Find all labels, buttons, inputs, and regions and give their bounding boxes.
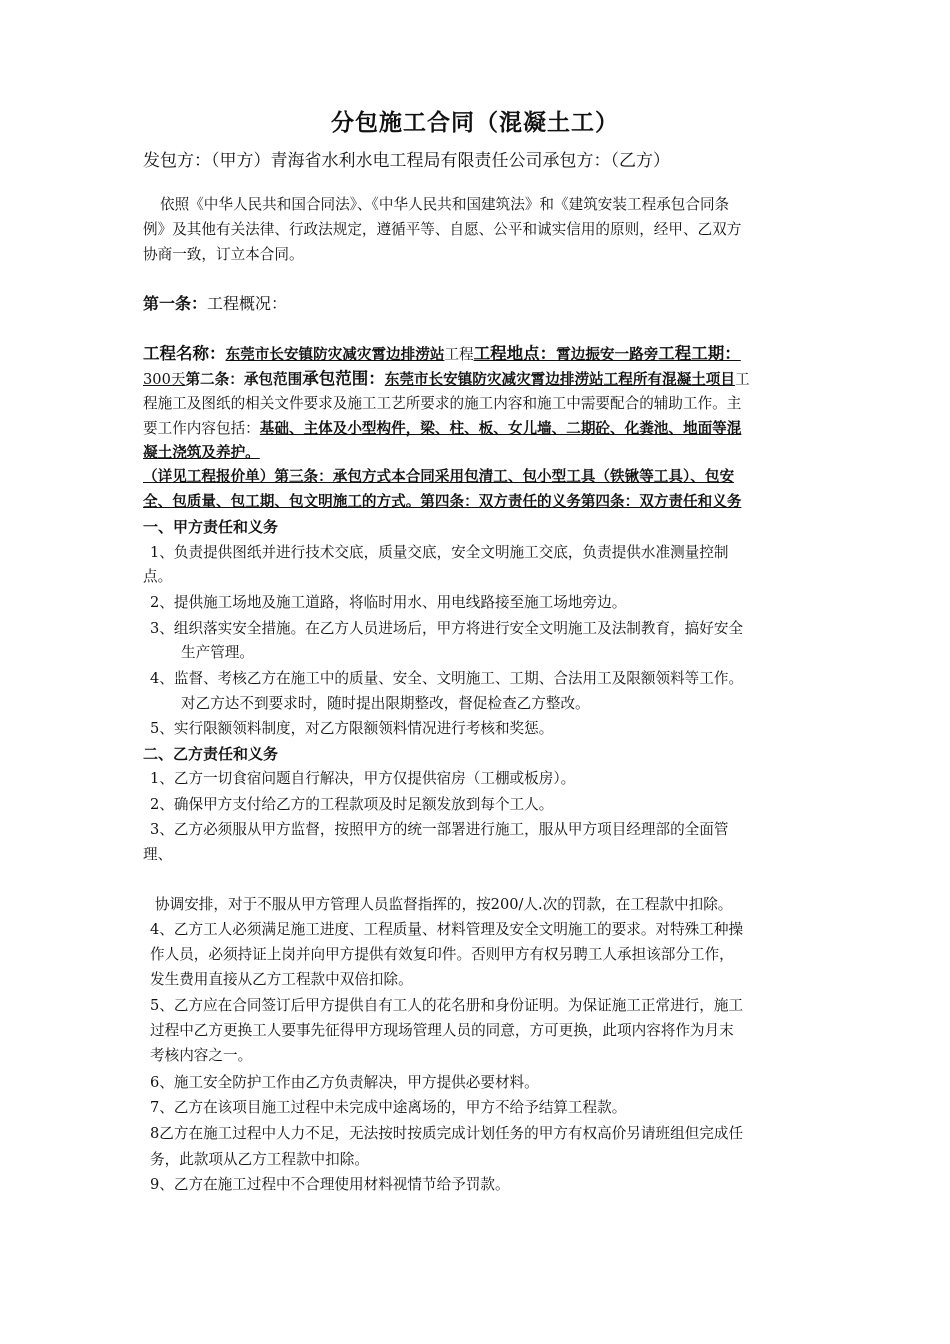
party-a-line: 5、实行限额领料制度，对乙方限额领料情况进行考核和奖惩。 [150, 720, 554, 737]
project-site-label: 工程地点： [473, 344, 557, 363]
work-content-label: 要工作内容包括： [143, 420, 260, 437]
party-a-heading: 一、甲方责任和义务 [143, 518, 279, 536]
party-b-line: 作人员，必须持证上岗并向甲方提供有效复印件。否则甲方有权另聘工人承担该部分工作， [150, 946, 734, 963]
party-b-line: 5、乙方应在合同签订后甲方提供自有工人的花名册和身份证明。为保证施工正常进行，施工 [150, 997, 744, 1014]
preamble-line: 依照《中华人民共和国合同法》、《中华人民共和国建筑法》和《建筑安装工程承包合同条 [160, 196, 730, 213]
scope-value: 东莞市长安镇防灾减灾霄边排涝站工程所有混凝土项目 [384, 371, 735, 388]
party-a-line: 对乙方达不到要求时，随时提出限期整改，督促检查乙方整改。 [181, 695, 590, 712]
article1-heading [143, 294, 287, 314]
party-b-line: 务，此款项从乙方工程款中扣除。 [150, 1151, 369, 1168]
project-period-value: 300天 [143, 371, 186, 388]
project-site-value: 霄边振安一路旁 [556, 346, 659, 363]
overview-line-4 [143, 419, 741, 439]
article1-text: 工程概况： [207, 294, 288, 313]
scope-label: 承包范围： [302, 369, 385, 388]
party-a-line: 2、提供施工场地及施工道路，将临时用水、用电线路接至施工场地旁边。 [150, 594, 627, 611]
party-b-line: 发生费用直接从乙方工程款中双倍扣除。 [150, 971, 413, 988]
page-title: 分包施工合同（混凝土工） [331, 110, 619, 136]
preamble-line: 例》及其他有关法律、行政法规定，遵循平等、自愿、公平和诚实信用的原则，经甲、乙双方 [143, 221, 742, 238]
overview-line-7: 全、包质量、包工期、包文明施工的方式。第四条：双方责任的义务第四条：双方责任和义务 [143, 493, 742, 510]
overview-line-2 [143, 369, 750, 390]
party-b-line: 7、乙方在该项目施工过程中未完成中途离场的，甲方不给予结算工程款。 [150, 1099, 627, 1116]
party-a-line: 点。 [143, 568, 173, 585]
party-b-line: 理、 [143, 846, 173, 863]
party-b-line: 过程中乙方更换工人要事先征得甲方现场管理人员的同意，方可更换，此项内容将作为月末 [150, 1022, 734, 1039]
overview-line-6: （详见工程报价单）第三条：承包方式本合同采用包清工、包小型工具（铁锹等工具）、包安 [143, 468, 735, 485]
overview-line-3: 程施工及图纸的相关文件要求及施工工艺所要求的施工内容和施工中需要配合的辅助工作。主 [143, 395, 742, 412]
party-b-line: 1、乙方一切食宿问题自行解决，甲方仅提供宿房（工棚或板房）。 [150, 770, 576, 787]
project-name-label: 工程名称： [143, 344, 226, 363]
party-b-line: 6、施工安全防护工作由乙方负责解决，甲方提供必要材料。 [150, 1074, 539, 1091]
party-b-line: 考核内容之一。 [150, 1047, 253, 1064]
work-content-value: 基础、主体及小型构件，梁、柱、板、女儿墙、二期砼、化粪池、地面等混 [259, 420, 742, 437]
project-name-suffix: 工程 [444, 346, 474, 363]
preamble-line: 协商一致，订立本合同。 [143, 246, 304, 263]
overview-line-1 [143, 344, 741, 365]
project-name-value: 东莞市长安镇防灾减灾霄边排涝站 [225, 346, 445, 363]
party-a-line: 1、负责提供图纸并进行技术交底，质量交底，安全文明施工交底，负责提供水准测量控制 [150, 544, 729, 561]
project-period-label: 工程工期： [658, 344, 741, 363]
party-a-line: 生产管理。 [181, 644, 254, 661]
party-b-line: 8乙方在施工过程中人力不足，无法按时按质完成计划任务的甲方有权高价另请班组但完成任 [150, 1125, 744, 1142]
party-b-heading: 二、乙方责任和义务 [143, 745, 279, 763]
party-b-line: 协调安排，对于不服从甲方管理人员监督指挥的，按200/人.次的罚款，在工程款中扣除。 [155, 896, 733, 913]
party-a-line: 3、组织落实安全措施。在乙方人员进场后，甲方将进行安全文明施工及法制教育，搞好安全 [150, 620, 744, 637]
party-b-line: 9、乙方在施工过程中不合理使用材料视情节给予罚款。 [150, 1176, 510, 1193]
party-a-line: 4、监督、考核乙方在施工中的质量、安全、文明施工、工期、合法用工及限额领料等工作。 [150, 670, 744, 687]
party-b-line: 4、乙方工人必须满足施工进度、工程质量、材料管理及安全文明施工的要求。对特殊工种操 [150, 921, 744, 938]
parties-line: 发包方：（甲方）青海省水利水电工程局有限责任公司承包方：（乙方） [143, 151, 670, 171]
overview-line-5: 凝土浇筑及养护。 [143, 444, 260, 461]
party-b-line: 2、确保甲方支付给乙方的工程款项及时足额发放到每个工人。 [150, 796, 554, 813]
article1-label: 第一条： [143, 294, 208, 313]
scope-tail: 工 [734, 371, 750, 388]
party-b-line: 3、乙方必须服从甲方监督，按照甲方的统一部署进行施工，服从甲方项目经理部的全面管 [150, 821, 729, 838]
article2-label: 第二条：承包范围 [185, 371, 303, 388]
